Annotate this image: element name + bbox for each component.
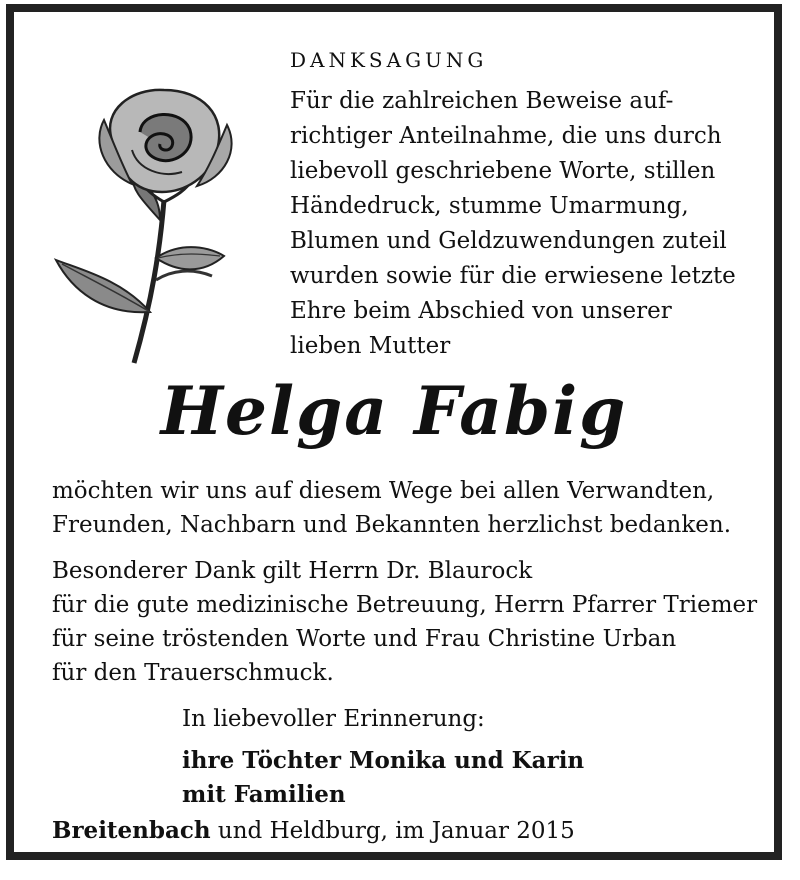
place-rest: und Heldburg, im Januar 2015 [210,818,575,844]
paragraph-line: Besonderer Dank gilt Herrn Dr. Blaurock [52,558,533,584]
paragraph-line: möchten wir uns auf diesem Wege bei allen Verwandten, [52,478,715,504]
signature-intro: In liebevoller Erinnerung: [182,706,485,732]
obituary-card [6,4,782,860]
intro-line: richtiger Anteilnahme, die uns durch [290,123,722,149]
paragraph-line: für seine tröstenden Worte und Frau Christine Urban [52,626,677,652]
paragraph-line: Freunden, Nachbarn und Bekannten herzlichst bedanken. [52,512,732,538]
paragraph-line: für die gute medizinische Betreuung, Herrn Pfarrer Triemer [52,592,758,618]
intro-line: liebevoll geschriebene Worte, stillen [290,158,716,184]
rose-icon [52,80,252,365]
signature-block [182,702,742,812]
intro-text [290,84,760,364]
intro-line: lieben Mutter [290,333,451,359]
intro-line: Blumen und Geldzuwendungen zuteil [290,228,727,254]
notice-heading: DANKSAGUNG [290,48,488,72]
intro-line: Händedruck, stumme Umarmung, [290,193,689,219]
intro-line: Für die zahlreichen Beweise auf- [290,88,674,114]
paragraph-line: für den Trauerschmuck. [52,660,334,686]
special-thanks-paragraph [52,554,772,690]
place-town: Breitenbach [52,817,211,844]
intro-line: wurden sowie für die erwiesene letzte [290,263,736,289]
signature-families: mit Familien [182,781,346,808]
thanks-paragraph [52,474,772,542]
signature-names: ihre Töchter Monika und Karin [182,747,585,774]
intro-line: Ehre beim Abschied von unserer [290,298,672,324]
deceased-name: Helga Fabig [160,372,628,450]
place-date [52,817,575,844]
